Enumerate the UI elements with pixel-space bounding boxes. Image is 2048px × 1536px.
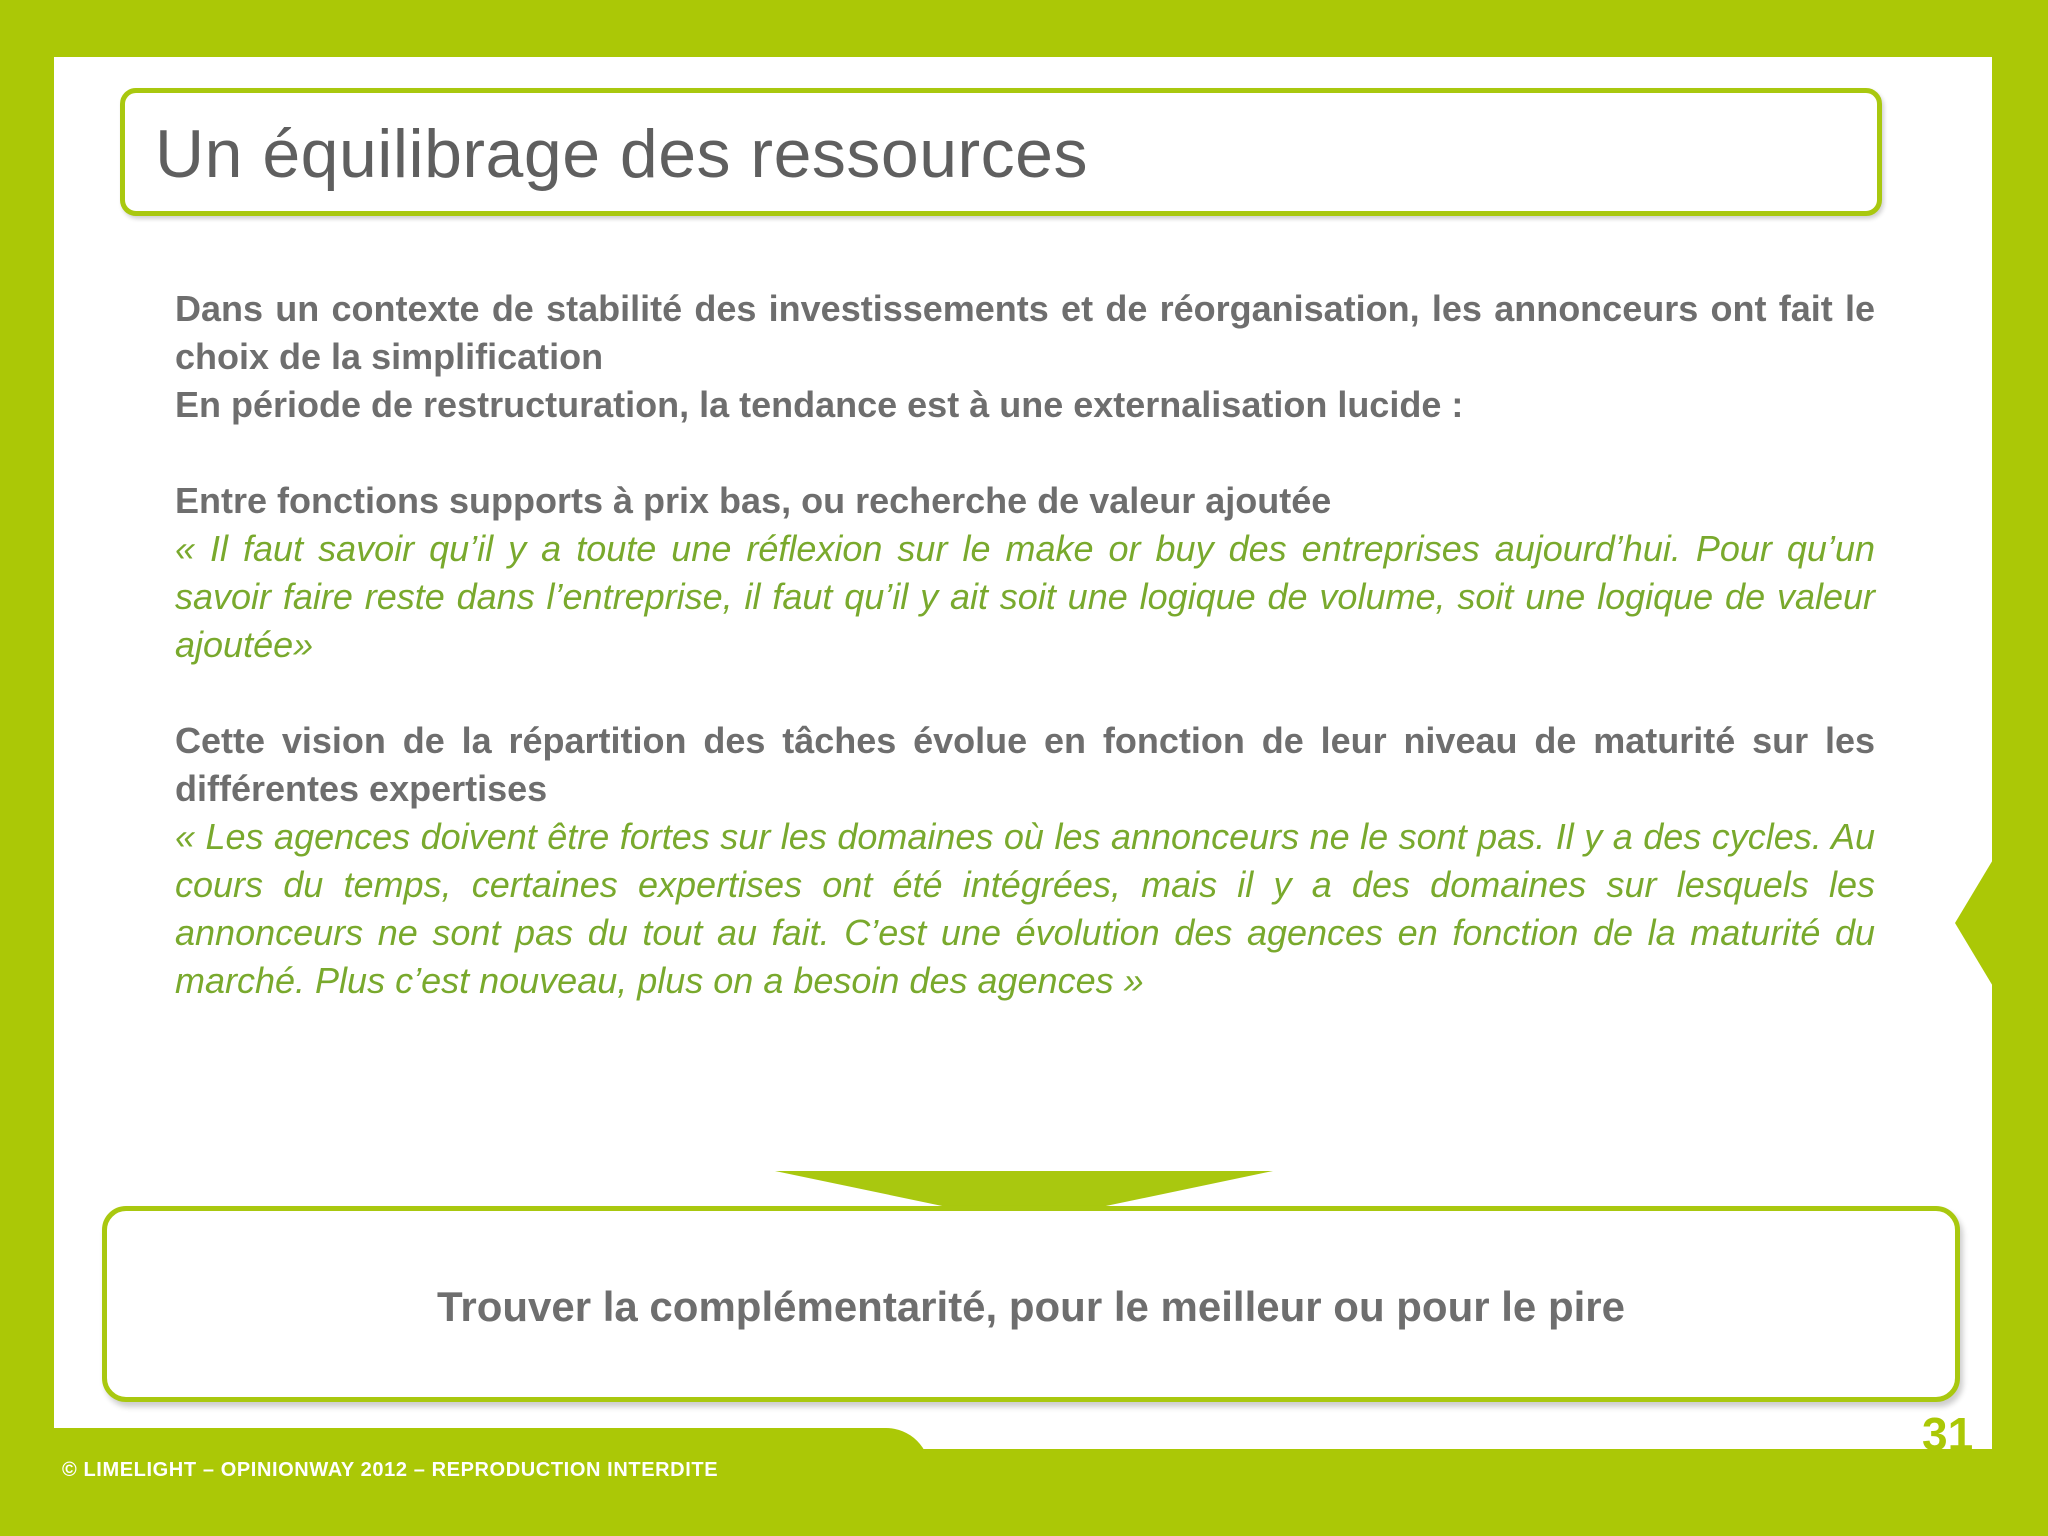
section-2-quote: « Les agences doivent être fortes sur les domaines où les annonceurs ne le sont pas. Il y a des cycles. Au cours du temps, certaines expertises ont été intégrées, mais il y a des domaines sur lesquels les annonceurs ne sont pas du tout au fait. C’est une évolution des agences en fonction de la maturité du marché. Plus c’est nouveau, plus on a besoin des agences » [175, 816, 1875, 1001]
footer-copyright: © LIMELIGHT – OPINIONWAY 2012 – REPRODUCTION INTERDITE [62, 1459, 719, 1481]
intro-paragraph-1: Dans un contexte de stabilité des investissements et de réorganisation, les annonceurs ont fait le choix de la simplification [175, 288, 1875, 377]
slide-body [175, 285, 1875, 1005]
section-1-heading: Entre fonctions supports à prix bas, ou recherche de valeur ajoutée [175, 480, 1332, 521]
page-number: 31 [1922, 1408, 1974, 1460]
intro-paragraph-2: En période de restructuration, la tendance est à une externalisation lucide : [175, 384, 1464, 425]
section-1-quote: « Il faut savoir qu’il y a toute une réflexion sur le make or buy des entreprises aujourd’hui. Pour qu’un savoir faire reste dans l’entreprise, il faut qu’il y ait soit une logique de volume, soit une logique de valeur ajoutée» [175, 528, 1875, 665]
title-box [120, 88, 1882, 216]
spacer [175, 429, 1875, 477]
conclusion-text: Trouver la complémentarité, pour le meilleur ou pour le pire [437, 1283, 1625, 1330]
footer-band [0, 1428, 930, 1536]
slide-title: Un équilibrage des ressources [155, 116, 1088, 192]
spacer [175, 669, 1875, 717]
section-2-heading: Cette vision de la répartition des tâches évolue en fonction de leur niveau de maturité sur les différentes expertises [175, 720, 1875, 809]
conclusion-box [102, 1206, 1960, 1402]
